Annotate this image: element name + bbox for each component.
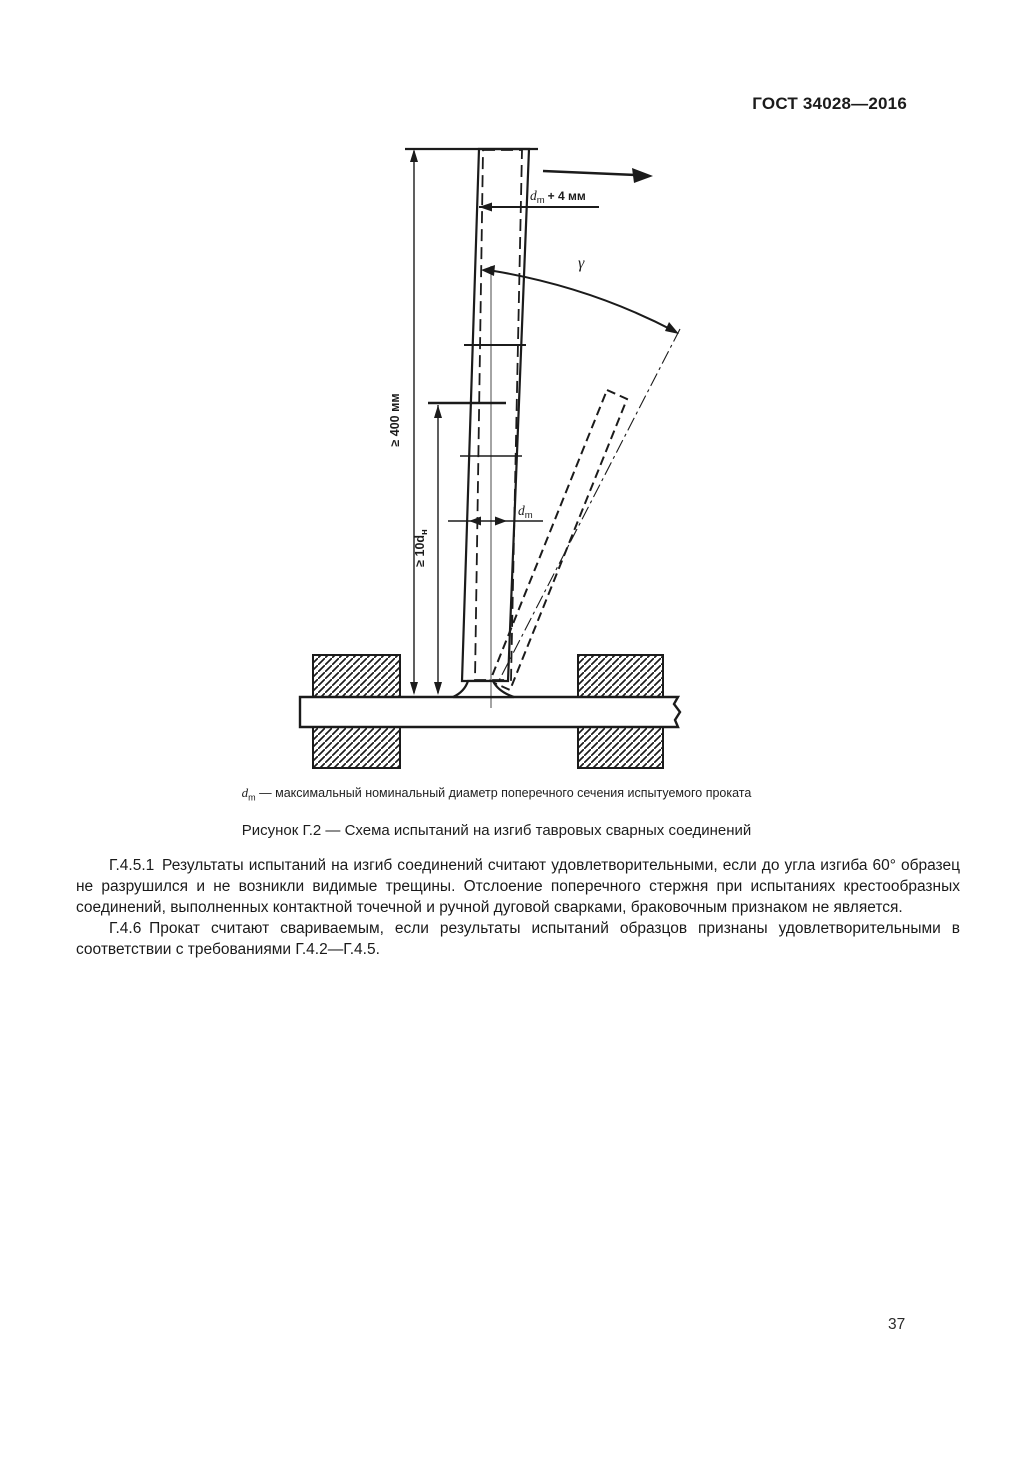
offset-label: dm + 4 мм: [530, 188, 586, 206]
dimension-10d: [413, 403, 506, 695]
footnote-text: — максимальный номинальный диаметр поперечного сечения испытуемого проката: [259, 786, 752, 800]
angle-arc: [481, 255, 679, 334]
footnote-symbol-sub: m: [248, 792, 256, 803]
paragraph-g46: Г.4.6 Прокат считают свариваемым, если результаты испытаний образцов признаны удовлетворительными в соответствии с требованиями Г.4.2—Г.4.5.: [76, 920, 960, 958]
clamp-bottom-right: [578, 727, 663, 768]
dimension-dm: [448, 503, 543, 526]
clamp-top-left: [313, 655, 400, 697]
clamp-top-right: [578, 655, 663, 697]
specimen-rod: [460, 149, 529, 681]
body-text: [76, 855, 960, 960]
diameter-label: dm: [518, 503, 533, 521]
dimension-dm-plus-4: [479, 188, 599, 212]
figure-caption: Рисунок Г.2 — Схема испытаний на изгиб тавровых сварных соединений: [241, 822, 752, 839]
height-label: ≥ 400 мм: [388, 393, 402, 447]
figure-diagram: [290, 140, 690, 790]
clamp-bottom-left: [313, 727, 400, 768]
page-number: 37: [888, 1316, 906, 1333]
weld-fillet: [453, 681, 514, 697]
figure-footnote: [0, 785, 993, 803]
length-label: ≥ $10d_н$: [413, 529, 430, 567]
angle-label: γ: [578, 255, 585, 272]
paragraph-g451: Г.4.5.1 Результаты испытаний на изгиб соединений считают удовлетворительными, если до угла изгиба 60° образец не разрушился и не возникли видимые трещины. Отслоение поперечного стержня при испытаниях крестообразных соединений, выполненных контактной точечной и ручной дуговой сварками, браковочным признаком не является.: [76, 857, 960, 916]
standard-header: ГОСТ 34028—2016: [752, 94, 907, 113]
footnote-symbol: d: [241, 785, 249, 800]
force-arrow: [543, 168, 653, 183]
base-plate: [300, 697, 680, 727]
